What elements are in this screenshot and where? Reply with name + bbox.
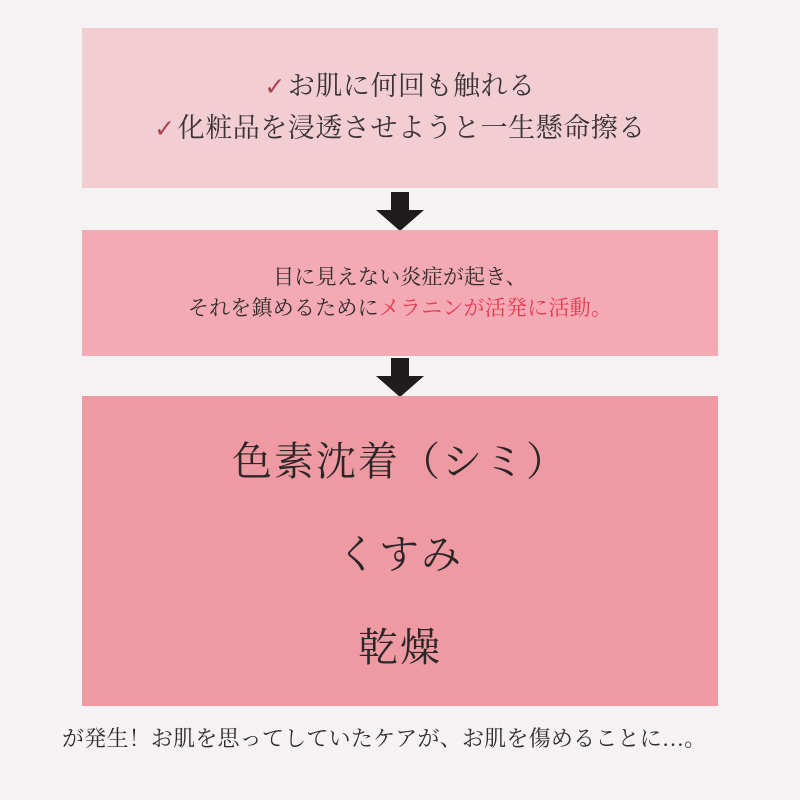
step-2-box — [82, 230, 718, 356]
step-2-text-highlight: メラニンが活発に活動。 — [378, 296, 613, 320]
step-1-text-2: 化粧品を浸透させようと一生懸命擦る — [177, 113, 646, 143]
step-2-line-2 — [188, 293, 612, 325]
step-1-line-1 — [264, 66, 535, 108]
step-2-line-1: 目に見えない炎症が起き、 — [273, 264, 527, 289]
outcome-item-1: 色素沈着（シミ） — [232, 438, 568, 484]
step-1-box — [82, 28, 718, 188]
step-1-text-1: お肌に何回も触れる — [287, 71, 536, 102]
footer-caption: が発生！お肌を思ってしていたケアが、お肌を傷めることに…。 — [62, 726, 707, 751]
step-3-box — [82, 396, 718, 706]
outcome-item-3: 乾燥 — [358, 624, 442, 670]
down-arrow-icon — [374, 192, 426, 232]
outcome-item-2: くすみ — [337, 531, 463, 577]
check-icon: ✓ — [154, 116, 176, 143]
step-1-line-2 — [154, 108, 646, 150]
check-icon: ✓ — [264, 74, 286, 102]
step-2-text-pre: それを鎮めるために — [187, 296, 379, 320]
down-arrow-icon — [374, 358, 426, 398]
